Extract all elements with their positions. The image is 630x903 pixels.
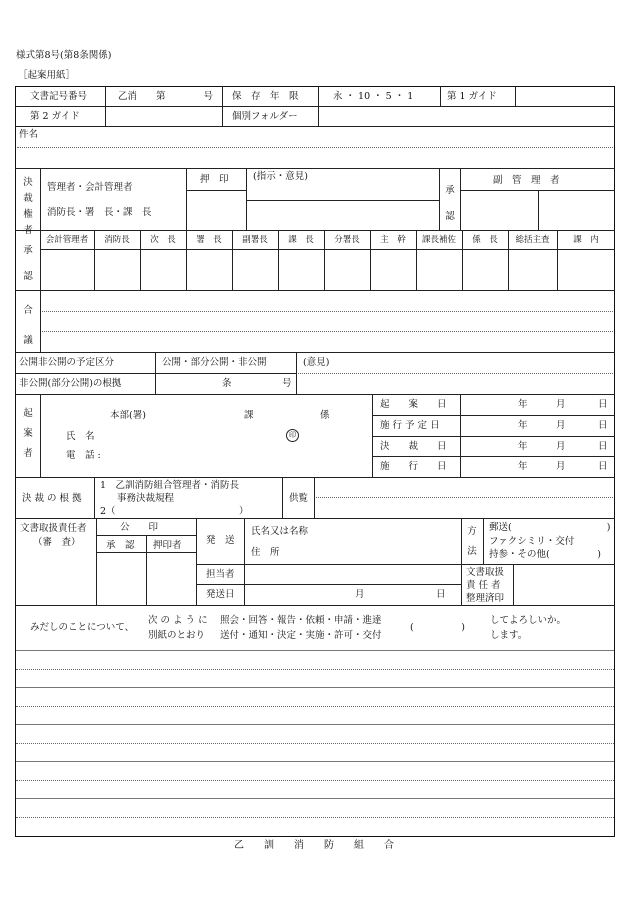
folder-label: 個別フォルダー	[232, 111, 298, 122]
seal-mark-icon: 印	[286, 429, 299, 442]
send-date-label: 発送日	[206, 589, 235, 600]
date-month: 月	[556, 420, 566, 431]
send-date-day: 日	[436, 589, 446, 600]
paper-name: ［起案用紙］	[18, 70, 76, 81]
basis-line-3: 2（ ）	[100, 506, 249, 517]
authority-1: 管理者・会計管理者	[47, 182, 133, 193]
send-date-month: 月	[355, 589, 365, 600]
drafter-vertical-label: 起案者	[23, 408, 33, 459]
drafter-phone-label: 電 話 :	[66, 450, 101, 461]
method-2: ファクシミリ・交付	[489, 536, 575, 547]
body-end-2: します。	[490, 630, 528, 641]
approval-column-label: 副署長	[242, 235, 268, 245]
guide2-label: 第 2 ガイド	[30, 111, 80, 122]
approval-column-label: 署 長	[196, 235, 222, 245]
consult-vertical-label: 合議	[23, 305, 33, 346]
disclosure-basis-label: 非公開(部分公開)の根拠	[19, 378, 122, 389]
date-year: 年	[518, 399, 528, 410]
deputy-manager-label: 副 管 理 者	[493, 175, 560, 186]
approval-column-label: 分署長	[334, 235, 360, 245]
date-label: 起 案 日	[380, 399, 447, 410]
approval-column-label: 課長補佐	[421, 235, 456, 245]
send-label: 発 送	[206, 535, 235, 546]
drafter-section: 課	[244, 410, 254, 421]
decision-vertical-label: 決裁権者	[23, 177, 33, 236]
person-label: 担当者	[206, 569, 235, 580]
authority-2: 消防長・署 長・課 長	[47, 207, 152, 218]
date-month: 月	[556, 461, 566, 472]
handler-line-1: 文書取扱	[466, 567, 505, 578]
body-next-1: 次 の よ う に	[148, 615, 208, 626]
approval-column-label: 総括主査	[515, 235, 550, 245]
approval-column-label: 係 長	[472, 235, 498, 245]
retention-value: 永 ・ 10 ・ 5 ・ 1	[333, 91, 414, 102]
disclosure-plan-label: 公開非公開の予定区分	[19, 357, 115, 368]
recipient-address-label: 住 所	[251, 547, 280, 558]
guide1-label: 第 1 ガイド	[447, 91, 497, 102]
date-year: 年	[518, 420, 528, 431]
date-day: 日	[598, 441, 608, 452]
drafter-name-label: 氏 名	[66, 431, 95, 442]
recipient-name-label: 氏名又は名称	[251, 526, 309, 537]
approval-column-label: 会計管理者	[45, 235, 89, 245]
seal-label: 押 印	[200, 174, 229, 185]
instruction-label: (指示・意見)	[253, 171, 308, 182]
basis-line-1: 1 乙訓消防組合管理者・消防長	[100, 480, 240, 491]
records-officer-label: 文書取扱責任者	[20, 523, 87, 534]
footer-organization: 乙 訓 消 防 組 合	[234, 840, 394, 851]
records-review-label: （審 査）	[33, 537, 81, 548]
method-3: 持参・その他( )	[489, 549, 601, 560]
body-intro: みだしのことについて、	[30, 622, 135, 633]
drafter-hq: 本部(署)	[110, 410, 146, 421]
drafter-unit: 係	[320, 410, 330, 421]
basis-label: 決 裁 の 根 拠	[22, 493, 82, 504]
handler-line-2: 責 任 者	[466, 580, 501, 591]
date-day: 日	[598, 399, 608, 410]
doc-number-value: 乙消 第 号	[118, 91, 214, 102]
disclosure-article: 条	[222, 378, 232, 389]
date-month: 月	[556, 399, 566, 410]
approval-vertical: 承認	[23, 245, 33, 282]
public-seal-label: 公 印	[120, 522, 159, 533]
approval-column-label: 主 幹	[380, 235, 406, 245]
stamper-label: 押印者	[153, 540, 182, 551]
method-1: 郵送( )	[489, 522, 611, 533]
date-day: 日	[598, 420, 608, 431]
circulation-label: 供覧	[289, 493, 309, 504]
date-year: 年	[518, 441, 528, 452]
date-month: 月	[556, 441, 566, 452]
doc-number-label: 文書記号番号	[30, 91, 88, 102]
method-vertical-label: 方法	[467, 526, 477, 557]
date-label: 施 行 日	[380, 461, 447, 472]
body-options-1: 照会・回答・報告・依頼・申請・進達	[220, 615, 382, 626]
approval-column-label: 課 長	[288, 235, 314, 245]
disclosure-opinion-label: (意見)	[303, 357, 330, 368]
approval-column-label: 課 内	[573, 235, 599, 245]
approval-column-label: 次 長	[150, 235, 176, 245]
approval-vertical-label: 承認	[445, 185, 455, 222]
body-options-2: 送付・通知・決定・実施・許可・交付	[220, 630, 382, 641]
disclosure-plan-value: 公開・部分公開・非公開	[162, 357, 267, 368]
date-day: 日	[598, 461, 608, 472]
form-number: 様式第8号(第8条関係)	[16, 50, 112, 61]
approve-label: 承 認	[106, 540, 135, 551]
body-end-1: してよろしいか。	[490, 615, 567, 626]
date-year: 年	[518, 461, 528, 472]
body-next-2: 別紙のとおり	[148, 630, 206, 641]
handler-line-3: 整理済印	[466, 593, 505, 604]
disclosure-item: 号	[282, 378, 292, 389]
basis-line-2: 事務決裁規程	[117, 493, 175, 504]
retention-label: 保 存 年 限	[232, 91, 299, 102]
approval-column-label: 消防長	[104, 235, 130, 245]
subject-label: 件名	[19, 129, 39, 140]
date-label: 施 行 予 定 日	[380, 420, 440, 431]
body-paren: ( )	[410, 622, 465, 633]
date-label: 決 裁 日	[380, 441, 447, 452]
